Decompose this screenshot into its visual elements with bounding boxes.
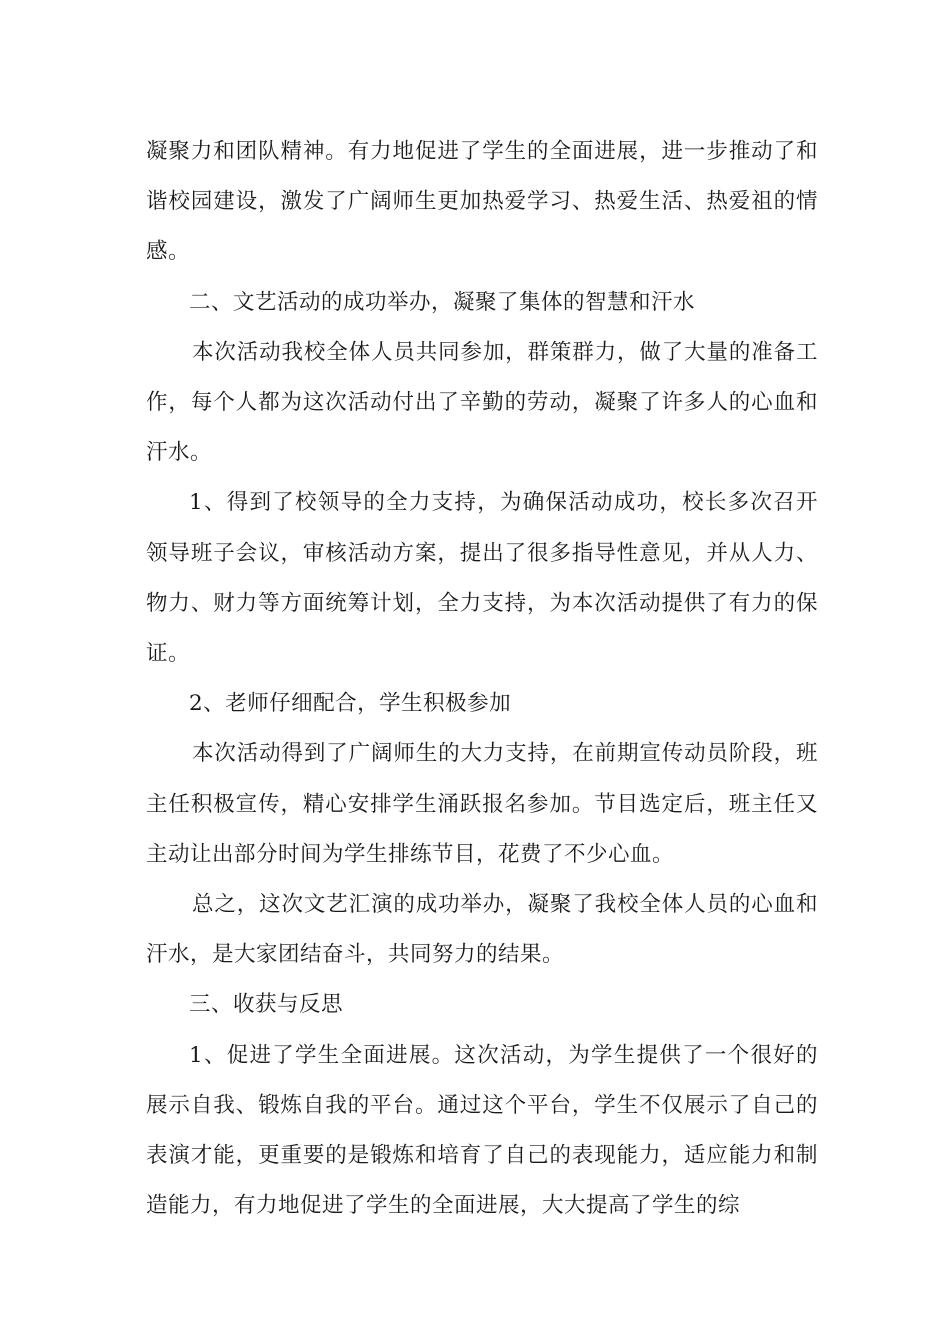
paragraph: 本次活动我校全体人员共同参加，群策群力，做了大量的准备工作，每个人都为这次活动付出了辛勤的劳动，凝聚了许多人的心血和汗水。 bbox=[146, 339, 818, 466]
section-heading-2: 二、文艺活动的成功举办，凝聚了集体的智慧和汗水 bbox=[189, 289, 696, 315]
list-item-1: 1、促进了学生全面进展。这次活动，为学生提供了一个很好的展示自我、锻炼自我的平台。通过这个平台，学生不仅展示了自己的表演才能，更重要的是锻炼和培育了自己的表现能力，适应能力和制造能力，有力地促进了学生的全面进展，大大提高了学生的综 bbox=[146, 1042, 818, 1219]
list-item-1: 1、得到了校领导的全力支持，为确保活动成功，校长多次召开领导班子会议，审核活动方案，提出了很多指导性意见，并从人力、物力、财力等方面统筹计划，全力支持，为本次活动提供了有力的保证。 bbox=[146, 490, 818, 667]
paragraph-summary: 总之，这次文艺汇演的成功举办，凝聚了我校全体人员的心血和汗水，是大家团结奋斗，共同努力的结果。 bbox=[146, 892, 818, 968]
document-body bbox=[146, 127, 818, 1231]
paragraph: 本次活动得到了广阔师生的大力支持，在前期宣传动员阶段，班主任积极宣传，精心安排学生涌跃报名参加。节目选定后，班主任又主动让出部分时间为学生排练节目，花费了不少心血。 bbox=[146, 741, 818, 867]
list-item-2: 2、老师仔细配合，学生积极参加 bbox=[189, 691, 512, 717]
paragraph-continuation: 凝聚力和团队精神。有力地促进了学生的全面进展，进一步推动了和谐校园建设，激发了广阔师生更加热爱学习、热爱生活、热爱祖的情感。 bbox=[146, 139, 818, 265]
section-heading-3: 三、收获与反思 bbox=[189, 992, 344, 1018]
